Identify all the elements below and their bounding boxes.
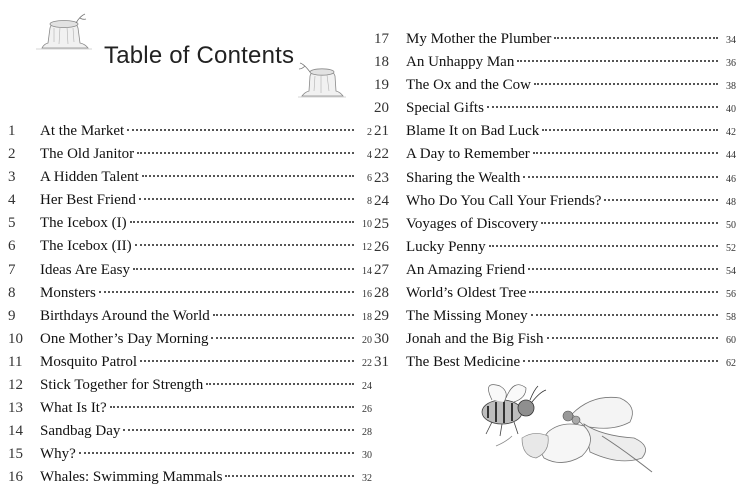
toc-entry-title: Why? bbox=[40, 446, 76, 463]
toc-entry bbox=[374, 167, 736, 190]
toc-entry-page: 8 bbox=[367, 196, 372, 208]
toc-entry-page: 56 bbox=[726, 289, 736, 301]
dot-leader bbox=[542, 128, 718, 131]
toc-entry-number: 30 bbox=[374, 331, 389, 348]
toc-entry bbox=[8, 282, 372, 305]
toc-entry-title: My Mother the Plumber bbox=[406, 31, 552, 47]
toc-entry-page: 54 bbox=[726, 265, 736, 277]
dot-leader bbox=[554, 36, 718, 39]
toc-entry-title: Who Do You Call Your Friends? bbox=[406, 192, 602, 209]
toc-column-right bbox=[374, 28, 736, 374]
toc-entry-number: 16 bbox=[8, 469, 23, 486]
dot-leader bbox=[213, 313, 354, 316]
toc-entry-page: 60 bbox=[726, 335, 736, 347]
tree-stump-illustration bbox=[34, 8, 94, 50]
dot-leader bbox=[541, 221, 718, 224]
dot-leader bbox=[127, 128, 354, 131]
toc-entry-page: 26 bbox=[362, 404, 372, 416]
dot-leader bbox=[139, 197, 354, 200]
toc-entry-page: 58 bbox=[726, 312, 736, 324]
toc-entry-title: The Ox and the Cow bbox=[406, 77, 531, 94]
toc-entry-title: The Icebox (II) bbox=[40, 238, 132, 255]
toc-entry bbox=[374, 351, 736, 374]
toc-entry-page: 2 bbox=[367, 127, 372, 138]
toc-entry-number: 27 bbox=[374, 261, 389, 278]
toc-entry-title: An Unhappy Man bbox=[406, 54, 515, 71]
toc-entry-title: A Day to Remember bbox=[406, 146, 530, 163]
toc-entry bbox=[8, 143, 372, 166]
toc-entry-number: 2 bbox=[8, 146, 16, 163]
dot-leader bbox=[123, 428, 354, 431]
toc-entry-title: At the Market bbox=[40, 123, 125, 139]
toc-entry-page: 18 bbox=[362, 311, 372, 323]
dot-leader bbox=[142, 174, 354, 177]
toc-entry bbox=[8, 328, 372, 351]
toc-entry-number: 7 bbox=[8, 261, 16, 278]
toc-entry-title: Birthdays Around the World bbox=[40, 307, 210, 324]
toc-entry-page: 22 bbox=[362, 357, 372, 369]
toc-entry-number: 3 bbox=[8, 169, 16, 186]
dot-leader bbox=[528, 267, 718, 270]
toc-entry-number: 5 bbox=[8, 215, 16, 232]
toc-entry-page: 36 bbox=[726, 58, 736, 70]
toc-entry-title: Lucky Penny bbox=[406, 238, 486, 255]
dot-leader bbox=[225, 474, 354, 477]
toc-entry-page: 28 bbox=[362, 427, 372, 439]
dot-leader bbox=[547, 336, 719, 339]
toc-entry-number: 25 bbox=[374, 215, 389, 232]
toc-entry-number: 26 bbox=[374, 238, 389, 255]
toc-entry-number: 20 bbox=[374, 100, 389, 117]
toc-entry-page: 62 bbox=[726, 358, 736, 370]
toc-entry-title: Whales: Swimming Mammals bbox=[40, 469, 223, 486]
dot-leader bbox=[529, 290, 718, 293]
toc-entry-number: 15 bbox=[8, 446, 23, 463]
toc-entry-title: Monsters bbox=[40, 284, 96, 301]
toc-entry-title: The Best Medicine bbox=[406, 354, 521, 371]
toc-entry-page: 32 bbox=[362, 473, 372, 485]
toc-entry bbox=[374, 259, 736, 282]
toc-entry bbox=[374, 213, 736, 236]
toc-entry bbox=[374, 328, 736, 351]
dot-leader bbox=[523, 175, 718, 178]
toc-entry-title: Her Best Friend bbox=[40, 192, 136, 209]
dot-leader bbox=[534, 82, 718, 85]
toc-entry-page: 46 bbox=[726, 173, 736, 185]
toc-entry bbox=[374, 305, 736, 328]
toc-entry-number: 21 bbox=[374, 123, 389, 140]
toc-entry bbox=[374, 51, 736, 74]
toc-entry-page: 38 bbox=[726, 81, 736, 93]
toc-entry-number: 17 bbox=[374, 31, 389, 47]
toc-entry-number: 8 bbox=[8, 284, 16, 301]
toc-entry-page: 30 bbox=[362, 450, 372, 462]
toc-entry-number: 12 bbox=[8, 377, 23, 394]
dot-leader bbox=[140, 359, 354, 362]
toc-entry bbox=[8, 374, 372, 397]
dot-leader bbox=[110, 405, 354, 408]
toc-entry-title: The Missing Money bbox=[406, 308, 528, 325]
toc-entry-title: Special Gifts bbox=[406, 100, 484, 117]
toc-entry-number: 1 bbox=[8, 123, 16, 139]
toc-entry bbox=[8, 259, 372, 282]
toc-entry-page: 12 bbox=[362, 242, 372, 254]
toc-entry bbox=[374, 190, 736, 213]
dot-leader bbox=[604, 198, 718, 201]
toc-entry-page: 24 bbox=[362, 381, 372, 393]
dot-leader bbox=[130, 220, 354, 223]
toc-entry-page: 4 bbox=[367, 150, 372, 162]
dot-leader bbox=[533, 151, 718, 154]
toc-entry bbox=[8, 397, 372, 420]
toc-entry-number: 22 bbox=[374, 146, 389, 163]
toc-entry-title: Mosquito Patrol bbox=[40, 353, 138, 370]
toc-entry-title: Sharing the Wealth bbox=[406, 169, 521, 186]
toc-entry-number: 10 bbox=[8, 330, 23, 347]
toc-entry-title: Ideas Are Easy bbox=[40, 261, 130, 278]
toc-entry-title: What Is It? bbox=[40, 400, 107, 417]
toc-entry bbox=[8, 212, 372, 235]
toc-entry-title: Stick Together for Strength bbox=[40, 377, 204, 394]
toc-entry-title: World’s Oldest Tree bbox=[406, 285, 527, 302]
toc-entry-page: 6 bbox=[367, 173, 372, 185]
dot-leader bbox=[137, 151, 354, 154]
toc-entry bbox=[374, 28, 736, 51]
toc-entry-number: 29 bbox=[374, 308, 389, 325]
dot-leader bbox=[531, 313, 718, 316]
page-title: Table of Contents bbox=[104, 42, 295, 69]
toc-entry bbox=[8, 120, 372, 143]
toc-entry bbox=[8, 420, 372, 443]
toc-entry bbox=[8, 443, 372, 466]
toc-entry bbox=[8, 351, 372, 374]
toc-entry-page: 42 bbox=[726, 127, 736, 139]
toc-entry-number: 11 bbox=[8, 353, 23, 370]
toc-entry bbox=[8, 466, 372, 489]
toc-entry bbox=[374, 74, 736, 97]
toc-entry-title: Sandbag Day bbox=[40, 423, 121, 440]
toc-entry-title: Voyages of Discovery bbox=[406, 215, 539, 232]
dot-leader bbox=[206, 382, 354, 385]
dot-leader bbox=[79, 451, 354, 454]
toc-entry bbox=[8, 235, 372, 258]
toc-entry-title: Jonah and the Big Fish bbox=[406, 331, 544, 348]
toc-entry bbox=[374, 236, 736, 259]
dot-leader bbox=[523, 359, 718, 362]
toc-entry bbox=[8, 189, 372, 212]
toc-entry-number: 14 bbox=[8, 423, 23, 440]
toc-entry-page: 34 bbox=[726, 35, 736, 46]
toc-entry-page: 20 bbox=[362, 334, 372, 346]
toc-entry-title: Blame It on Bad Luck bbox=[406, 123, 540, 140]
toc-entry bbox=[374, 97, 736, 120]
dot-leader bbox=[489, 244, 718, 247]
toc-entry-page: 16 bbox=[362, 288, 372, 300]
tree-stump-illustration bbox=[296, 54, 348, 100]
toc-entry-number: 23 bbox=[374, 169, 389, 186]
toc-entry-number: 6 bbox=[8, 238, 16, 255]
toc-entry-number: 28 bbox=[374, 285, 389, 302]
toc-entry-number: 9 bbox=[8, 307, 16, 324]
toc-entry-page: 44 bbox=[726, 150, 736, 162]
toc-entry-number: 13 bbox=[8, 400, 23, 417]
dot-leader bbox=[99, 290, 354, 293]
dot-leader bbox=[211, 336, 354, 339]
toc-entry-title: An Amazing Friend bbox=[406, 261, 526, 278]
toc-entry-page: 52 bbox=[726, 242, 736, 254]
toc-entry-number: 24 bbox=[374, 192, 389, 209]
toc-entry-number: 18 bbox=[374, 54, 389, 71]
toc-entry-number: 31 bbox=[374, 354, 389, 371]
toc-entry-title: The Icebox (I) bbox=[40, 215, 127, 232]
dot-leader bbox=[487, 105, 718, 108]
toc-column-left bbox=[8, 120, 372, 490]
toc-entry bbox=[8, 166, 372, 189]
toc-entry-title: One Mother’s Day Morning bbox=[40, 330, 209, 347]
toc-entry-number: 19 bbox=[374, 77, 389, 94]
dot-leader bbox=[517, 59, 718, 62]
dot-leader bbox=[133, 267, 354, 270]
toc-entry bbox=[374, 143, 736, 166]
toc-entry-page: 48 bbox=[726, 196, 736, 208]
dot-leader bbox=[135, 243, 354, 246]
toc-entry-page: 50 bbox=[726, 219, 736, 231]
toc-entry-title: The Old Janitor bbox=[40, 146, 135, 163]
toc-entry-page: 10 bbox=[362, 219, 372, 231]
toc-entry-number: 4 bbox=[8, 192, 16, 209]
toc-entry bbox=[8, 305, 372, 328]
toc-entry bbox=[374, 282, 736, 305]
bee-on-flower-illustration bbox=[452, 376, 664, 476]
toc-entry-page: 14 bbox=[362, 265, 372, 277]
toc-entry-title: A Hidden Talent bbox=[40, 169, 139, 186]
toc-entry-page: 40 bbox=[726, 104, 736, 116]
toc-entry bbox=[374, 120, 736, 143]
